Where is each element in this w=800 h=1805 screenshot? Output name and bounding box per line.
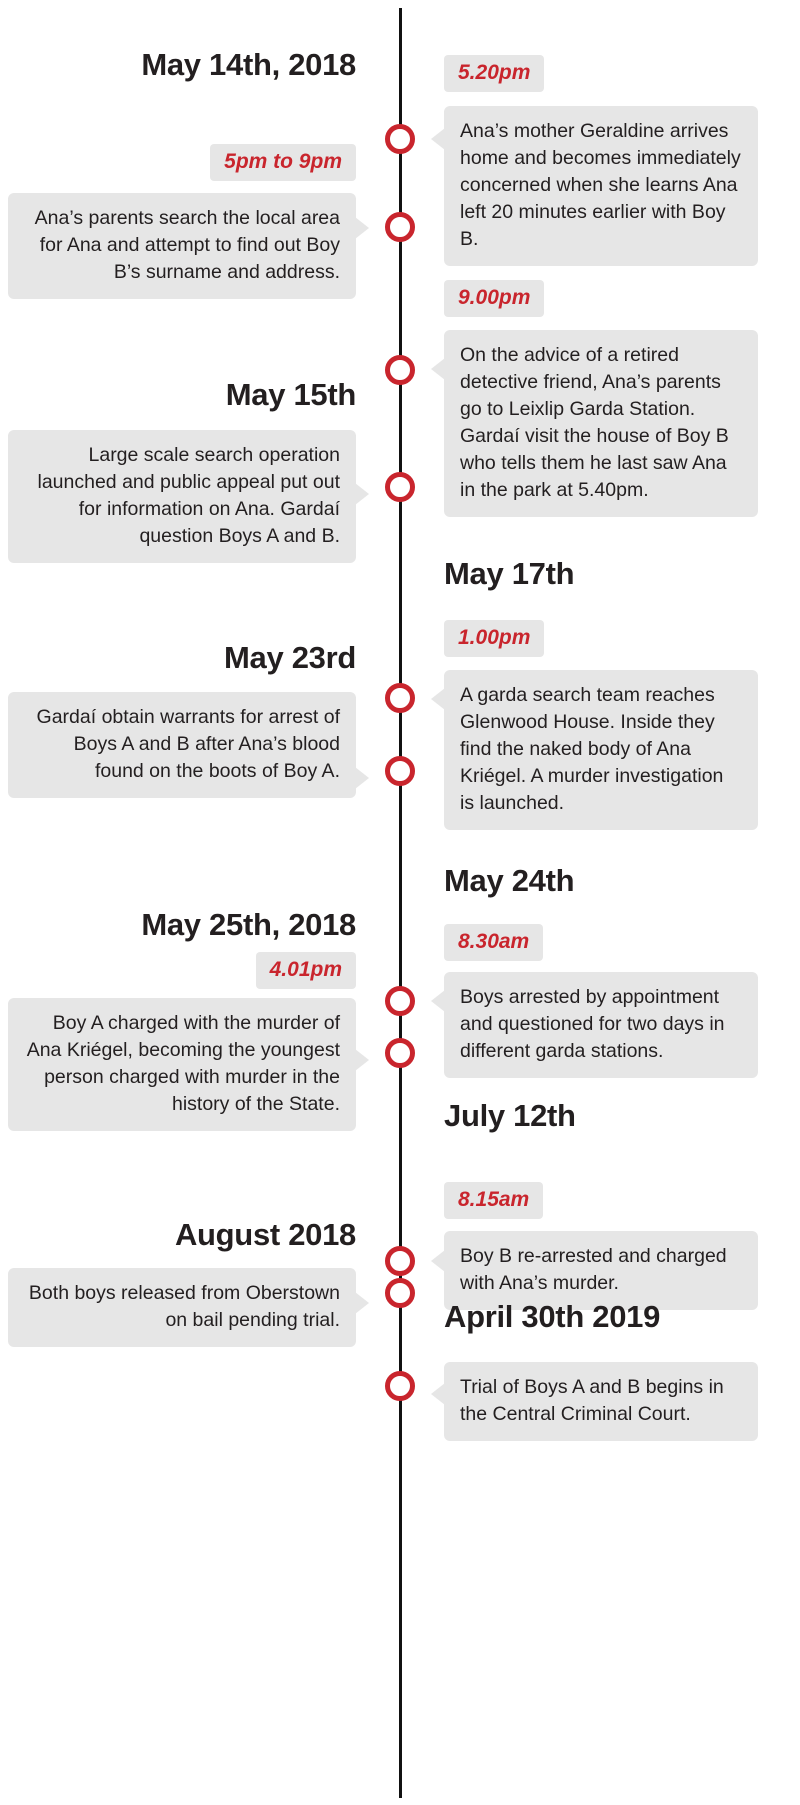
event-bubble-4-01pm — [8, 998, 356, 1131]
timeline-node-5-20pm — [385, 124, 415, 154]
time-chip-8-15am: 8.15am — [444, 1182, 543, 1219]
bubble-tail-icon — [355, 767, 369, 789]
event-bubble-may-15 — [8, 430, 356, 563]
date-heading-may-14-2018: May 14th, 2018 — [141, 47, 356, 82]
event-text: Ana’s parents search the local area for Ana and attempt to find out Boy B’s surname and address. — [34, 207, 340, 283]
time-chip-1-00pm: 1.00pm — [444, 620, 544, 657]
timeline-node-april-30-2019 — [385, 1371, 415, 1401]
event-text: Ana’s mother Geraldine arrives home and becomes immediately concerned when she learns Ana left 20 minutes earlier with Boy B. — [460, 120, 741, 250]
time-chip-9-00pm: 9.00pm — [444, 280, 544, 317]
date-heading-may-17: May 17th — [444, 556, 575, 591]
event-bubble-8-30am — [444, 972, 758, 1078]
event-text: Gardaí obtain warrants for arrest of Boys A and B after Ana’s blood found on the boots of Boy A. — [36, 706, 340, 782]
time-chip-8-30am: 8.30am — [444, 924, 543, 961]
bubble-tail-icon — [355, 217, 369, 239]
timeline-node-8-15am — [385, 1246, 415, 1276]
timeline-node-4-01pm — [385, 1038, 415, 1068]
event-text: Both boys released from Oberstown on bail pending trial. — [28, 1282, 340, 1331]
event-text: Trial of Boys A and B begins in the Central Criminal Court. — [460, 1376, 724, 1425]
timeline-node-august-2018 — [385, 1278, 415, 1308]
bubble-tail-icon — [355, 1292, 369, 1314]
event-text: Large scale search operation launched and public appeal put out for information on Ana. Gardaí question Boys A and B. — [37, 444, 340, 547]
event-text: Boy B re-arrested and charged with Ana’s murder. — [460, 1245, 727, 1294]
date-heading-may-25-2018: May 25th, 2018 — [141, 907, 356, 942]
timeline-node-may-23 — [385, 756, 415, 786]
date-heading-may-24: May 24th — [444, 863, 575, 898]
timeline-node-9-00pm — [385, 355, 415, 385]
timeline-spine — [399, 8, 402, 1798]
event-bubble-may-23 — [8, 692, 356, 798]
event-text: A garda search team reaches Glenwood House. Inside they find the naked body of Ana Kriégel. A murder investigation is launched. — [460, 684, 724, 814]
event-bubble-9-00pm — [444, 330, 758, 517]
date-heading-april-30-2019: April 30th 2019 — [444, 1299, 661, 1334]
time-chip-5pm-to-9pm: 5pm to 9pm — [210, 144, 356, 181]
event-bubble-5pm-to-9pm — [8, 193, 356, 299]
bubble-tail-icon — [431, 128, 445, 150]
bubble-tail-icon — [355, 483, 369, 505]
bubble-tail-icon — [355, 1049, 369, 1071]
event-bubble-august-2018 — [8, 1268, 356, 1347]
time-chip-5-20pm: 5.20pm — [444, 55, 544, 92]
event-text: On the advice of a retired detective friend, Ana’s parents go to Leixlip Garda Station. Gardaí visit the house of Boy B who tells them he last saw Ana in the park at 5.40pm. — [460, 344, 729, 501]
bubble-tail-icon — [431, 358, 445, 380]
event-bubble-1-00pm — [444, 670, 758, 830]
timeline-node-5pm-to-9pm — [385, 212, 415, 242]
bubble-tail-icon — [431, 688, 445, 710]
event-bubble-5-20pm — [444, 106, 758, 266]
timeline-node-may-15 — [385, 472, 415, 502]
timeline-node-8-30am — [385, 986, 415, 1016]
timeline-node-1-00pm — [385, 683, 415, 713]
date-heading-august-2018: August 2018 — [174, 1217, 356, 1252]
date-heading-may-23: May 23rd — [224, 640, 356, 675]
date-heading-may-15: May 15th — [225, 377, 356, 412]
bubble-tail-icon — [431, 990, 445, 1012]
date-heading-july-12: July 12th — [444, 1098, 576, 1133]
event-text: Boys arrested by appointment and questioned for two days in different garda stations. — [460, 986, 725, 1062]
event-text: Boy A charged with the murder of Ana Kriégel, becoming the youngest person charged with murder in the history of the State. — [26, 1012, 340, 1115]
event-bubble-april-30-2019 — [444, 1362, 758, 1441]
time-chip-4-01pm: 4.01pm — [256, 952, 356, 989]
bubble-tail-icon — [431, 1383, 445, 1405]
bubble-tail-icon — [431, 1250, 445, 1272]
